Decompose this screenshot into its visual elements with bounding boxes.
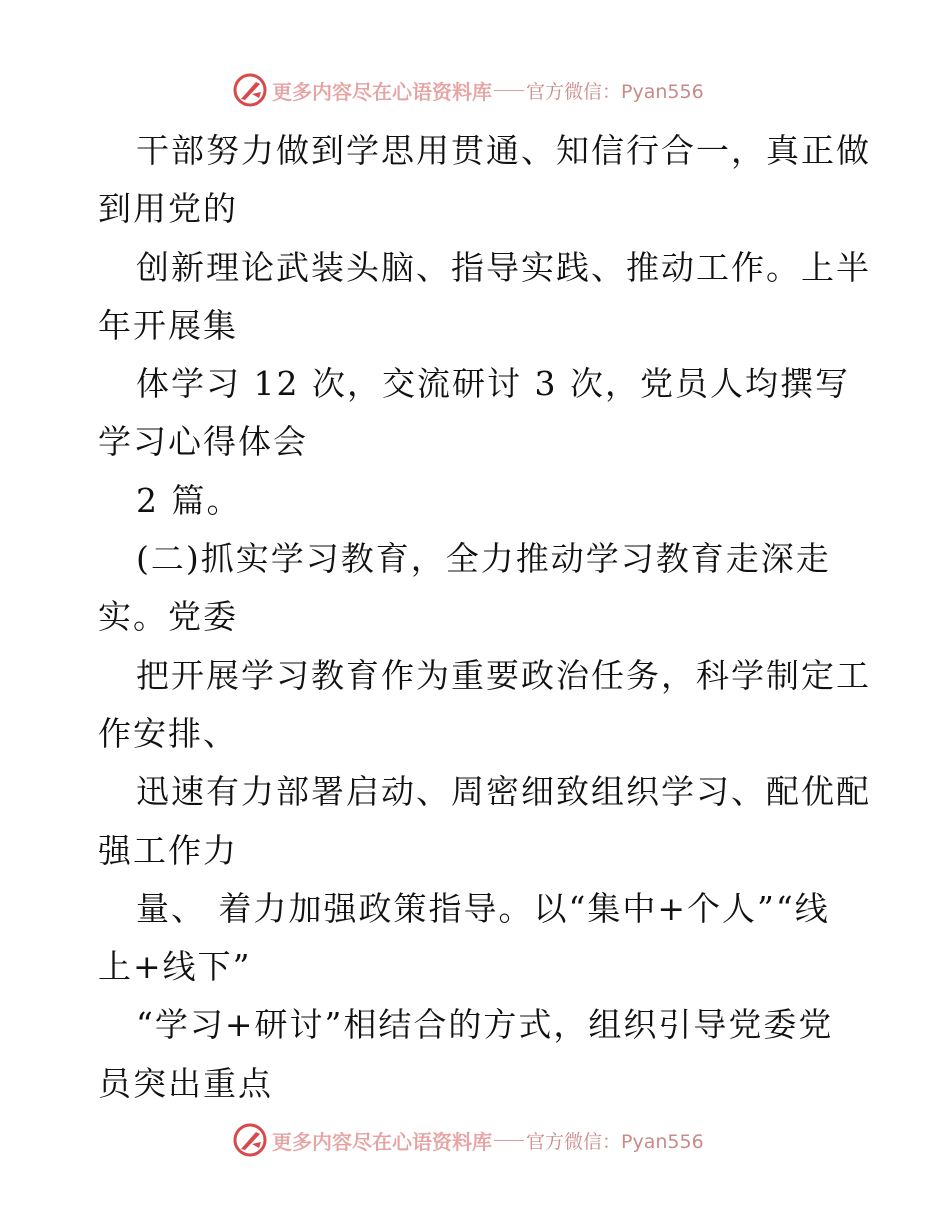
footer-banner-content (232, 1120, 704, 1160)
body-text-line: 学习心得体会 (98, 422, 308, 462)
body-text-line: 上+线下” (98, 947, 252, 987)
body-text-line: 年开展集 (98, 305, 238, 345)
red-quill-logo-icon (232, 72, 268, 108)
header-brand-text: 更多内容尽在心语资料库 (272, 79, 492, 104)
footer-watermark-banner (0, 1120, 950, 1160)
header-wechat-text: 官方微信：Pyan556 (526, 80, 704, 103)
header-banner-content (232, 70, 704, 110)
footer-brand-text: 更多内容尽在心语资料库 (272, 1129, 492, 1154)
body-text-line: 把开展学习教育作为重要政治任务，科学制定工 (136, 655, 871, 695)
body-text-line: 2 篇。 (136, 480, 242, 520)
body-text-line: 员突出重点 (98, 1063, 273, 1103)
body-text-line: 到用党的 (98, 189, 238, 229)
body-text-line: (二)抓实学习教育，全力推动学习教育走深走 (136, 539, 831, 579)
body-text-line: 实。党委 (98, 597, 238, 637)
body-text-line: 创新理论武装头脑、指导实践、推动工作。上半 (136, 247, 871, 287)
footer-dash-divider (494, 1140, 524, 1141)
footer-wechat-text: 官方微信：Pyan556 (526, 1130, 704, 1153)
body-text-line: 强工作力 (98, 830, 238, 870)
red-quill-logo-icon (232, 1122, 268, 1158)
body-text-line: 体学习 12 次，交流研讨 3 次，党员人均撰写 (136, 364, 850, 404)
body-text-line: 干部努力做到学思用贯通、知信行合一，真正做 (136, 131, 871, 170)
header-watermark-banner (0, 70, 950, 110)
body-text-line: 作安排、 (98, 713, 238, 753)
body-text-line: 量、 着力加强政策指导。以“集中+个人”“线 (136, 888, 830, 928)
body-text-line: “学习+研讨”相结合的方式，组织引导党委党 (136, 1005, 834, 1045)
header-dash-divider (494, 90, 524, 91)
document-body (98, 122, 871, 1113)
body-text-line: 迅速有力部署启动、周密细致组织学习、配优配 (136, 772, 871, 812)
